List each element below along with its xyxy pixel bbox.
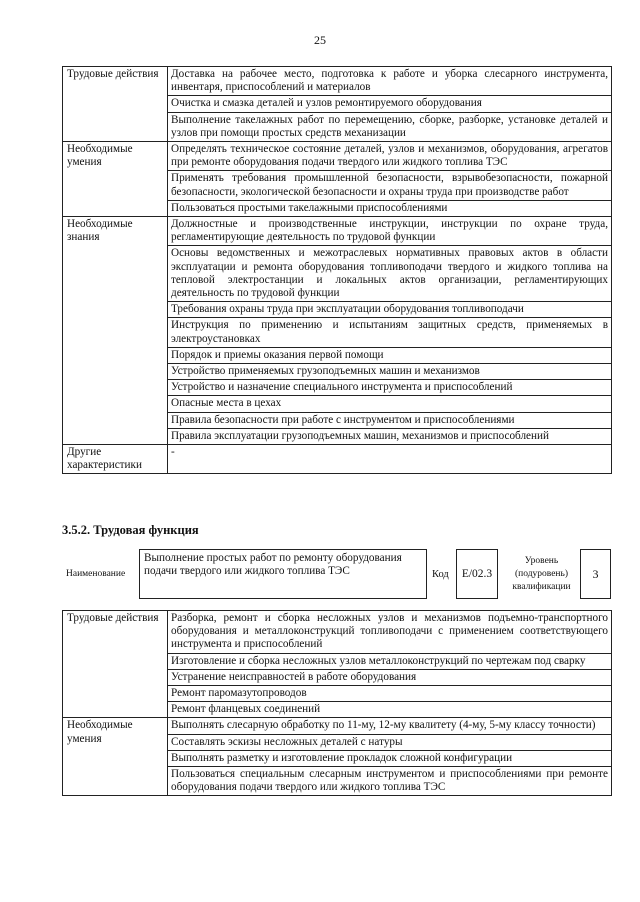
code-value: E/02.3	[456, 549, 498, 599]
row-group-label: Необходимые умения	[63, 142, 168, 217]
table-cell: Пользоваться специальным слесарным инструментом и приспособлениями при ремонте оборудования подачи твердого или жидкого топлива ТЭС	[168, 767, 612, 796]
table-cell: Устройство и назначение специального инструмента и приспособлений	[168, 380, 612, 396]
name-value: Выполнение простых работ по ремонту оборудования подачи твердого или жидкого топлива ТЭС	[139, 549, 427, 599]
table-row	[63, 142, 612, 171]
table-cell: Применять требования промышленной безопасности, взрывобезопасности, пожарной безопасности, экологической безопасности и охраны труда при производстве работ	[168, 171, 612, 200]
table-cell: Устройство применяемых грузоподъемных машин и механизмов	[168, 364, 612, 380]
table-cell: Опасные места в цехах	[168, 396, 612, 412]
page-number: 25	[314, 33, 326, 47]
table-cell: Составлять эскизы несложных деталей с натуры	[168, 734, 612, 750]
table-cell: Определять техническое состояние деталей, узлов и механизмов, оборудования, агрегатов при ремонте оборудования подачи твердого или жидкого топлива ТЭС	[168, 142, 612, 171]
row-group-label: Необходимые умения	[63, 718, 168, 796]
table-cell: Ремонт фланцевых соединений	[168, 702, 612, 718]
table-row	[63, 445, 612, 474]
function-header	[62, 547, 611, 603]
level-label-line-3: квалификации	[512, 582, 571, 592]
table-cell: Инструкция по применению и испытаниям защитных средств, применяемых в электроустановках	[168, 318, 612, 347]
row-group-label: Трудовые действия	[63, 67, 168, 142]
table-cell: Пользоваться простыми такелажными приспособлениями	[168, 200, 612, 216]
table-cell: Правила эксплуатации грузоподъемных машин, механизмов и приспособлений	[168, 428, 612, 444]
table-row	[63, 217, 612, 246]
row-group-label: Другие характеристики	[63, 445, 168, 474]
level-value: 3	[580, 549, 611, 599]
table-cell: Ремонт паромазутопроводов	[168, 686, 612, 702]
table-cell: Устранение неисправностей в работе оборудования	[168, 669, 612, 685]
row-group-label: Необходимые знания	[63, 217, 168, 445]
table-cell: Требования охраны труда при эксплуатации оборудования топливоподачи	[168, 302, 612, 318]
competency-table-2	[62, 610, 612, 796]
table-row	[63, 718, 612, 734]
table-cell: Правила безопасности при работе с инструментом и приспособлениями	[168, 412, 612, 428]
table-cell: Должностные и производственные инструкции, инструкции по охране труда, регламентирующие деятельность по трудовой функции	[168, 217, 612, 246]
table-cell: Основы ведомственных и межотраслевых нормативных правовых актов в области эксплуатации и ремонта оборудования топливоподачи твердого и жидкого топлива на тепловой электростанции и локальных актов организации, регламентирующих деятельность по трудовой функции	[168, 246, 612, 302]
table-row	[63, 611, 612, 654]
level-label	[503, 555, 580, 594]
table-cell: Порядок и приемы оказания первой помощи	[168, 347, 612, 363]
name-label: Наименование	[66, 569, 126, 579]
section-title: 3.5.2. Трудовая функция	[62, 523, 199, 537]
table-cell: Изготовление и сборка несложных узлов металлоконструкций по чертежам под сварку	[168, 653, 612, 669]
table-cell: Выполнение такелажных работ по перемещению, сборке, разборке, установке деталей и узлов при помощи простых средств механизации	[168, 112, 612, 141]
table-cell: Выполнять разметку и изготовление прокладок сложной конфигурации	[168, 750, 612, 766]
level-label-line-2: (подуровень)	[514, 569, 569, 579]
row-group-label: Трудовые действия	[63, 611, 168, 718]
table-cell: Доставка на рабочее место, подготовка к работе и уборка слесарного инструмента, инвентаря, приспособлений и материалов	[168, 67, 612, 96]
level-label-line-1: Уровень	[524, 556, 559, 566]
table-cell: Очистка и смазка деталей и узлов ремонтируемого оборудования	[168, 96, 612, 112]
table-cell: -	[168, 445, 612, 474]
table-row	[63, 67, 612, 96]
table-cell: Выполнять слесарную обработку по 11-му, 12-му квалитету (4-му, 5-му классу точности)	[168, 718, 612, 734]
table-cell: Разборка, ремонт и сборка несложных узлов и механизмов подъемно-транспортного оборудования и металлоконструкций топливоподачи с применением соответствующего инструмента и приспособлений	[168, 611, 612, 654]
code-label: Код	[432, 569, 449, 580]
competency-table-1	[62, 66, 612, 474]
